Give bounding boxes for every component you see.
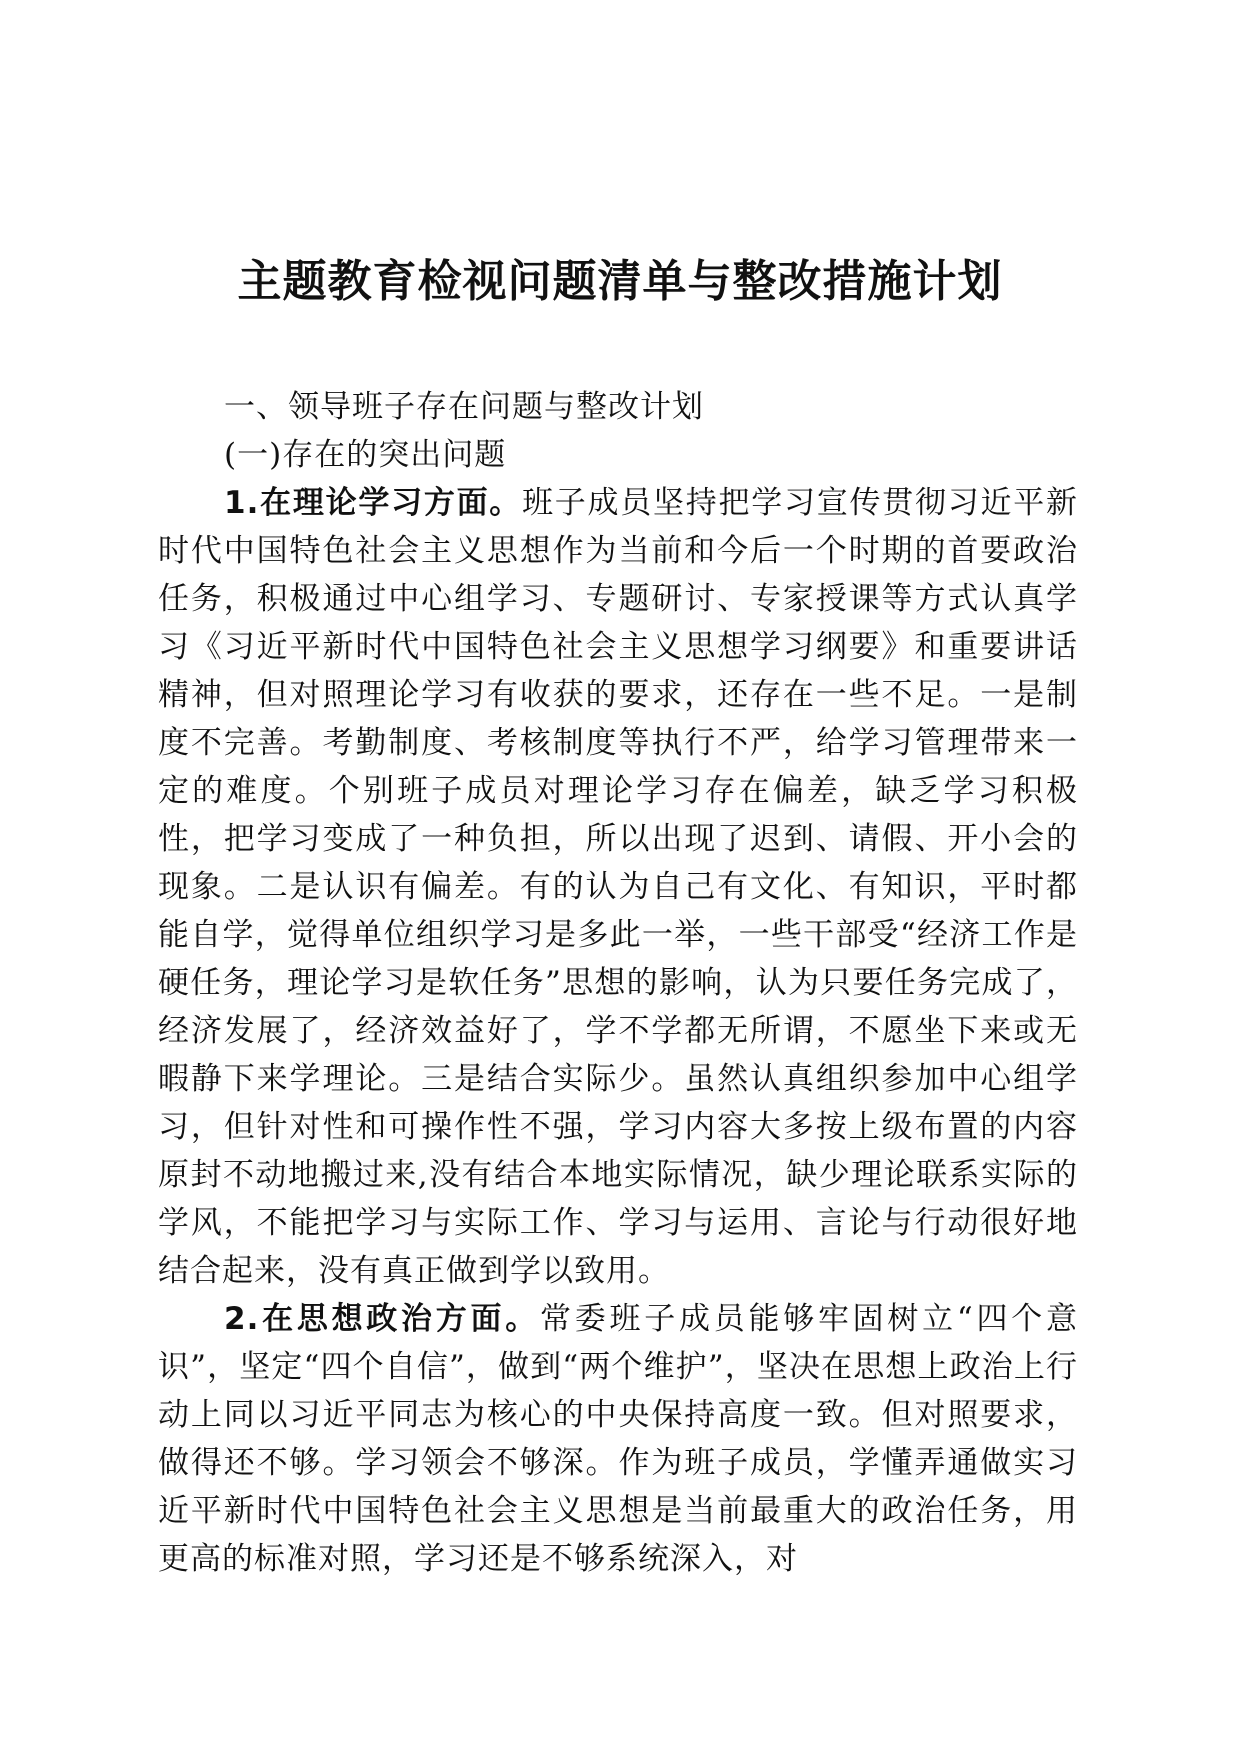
- subsection-heading: (一)存在的突出问题: [224, 437, 507, 473]
- paragraph-text-political-thought: 常委班子成员能够牢固树立“四个意识”，坚定“四个自信”，做到“两个维护”，坚决在思想上政治上行动上同以习近平同志为核心的中央保持高度一致。但对照要求，做得还不够。学习领会不够深。作为班子成员，学懂弄通做实习近平新时代中国特色社会主义思想是当前最重大的政治任务，用更高的标准对照，学习还是不够系统深入，对: [158, 1301, 1078, 1577]
- paragraph-lead-political-thought: 2.在思想政治方面。: [224, 1301, 541, 1337]
- paragraph-theory-study: [158, 479, 1078, 1295]
- document-body: [158, 383, 1078, 1583]
- paragraph-political-thought: [158, 1295, 1078, 1583]
- paragraph-text-theory-study: 班子成员坚持把学习宣传贯彻习近平新时代中国特色社会主义思想作为当前和今后一个时期的首要政治任务，积极通过中心组学习、专题研讨、专家授课等方式认真学习《习近平新时代中国特色社会主义思想学习纲要》和重要讲话精神，但对照理论学习有收获的要求，还存在一些不足。一是制度不完善。考勤制度、考核制度等执行不严，给学习管理带来一定的难度。个别班子成员对理论学习存在偏差，缺乏学习积极性，把学习变成了一种负担，所以出现了迟到、请假、开小会的现象。二是认识有偏差。有的认为自己有文化、有知识，平时都能自学，觉得单位组织学习是多此一举，一些干部受“经济工作是硬任务，理论学习是软任务”思想的影响，认为只要任务完成了，经济发展了，经济效益好了，学不学都无所谓，不愿坐下来或无暇静下来学理论。三是结合实际少。虽然认真组织参加中心组学习，但针对性和可操作性不强，学习内容大多按上级布置的内容原封不动地搬过来,没有结合本地实际情况，缺少理论联系实际的学风，不能把学习与实际工作、学习与运用、言论与行动很好地结合起来，没有真正做到学以致用。: [158, 485, 1078, 1289]
- section-heading: 一、领导班子存在问题与整改计划: [224, 389, 704, 425]
- document-title: 主题教育检视问题清单与整改措施计划: [237, 256, 1003, 307]
- paragraph-lead-theory-study: 1.在理论学习方面。: [224, 485, 523, 521]
